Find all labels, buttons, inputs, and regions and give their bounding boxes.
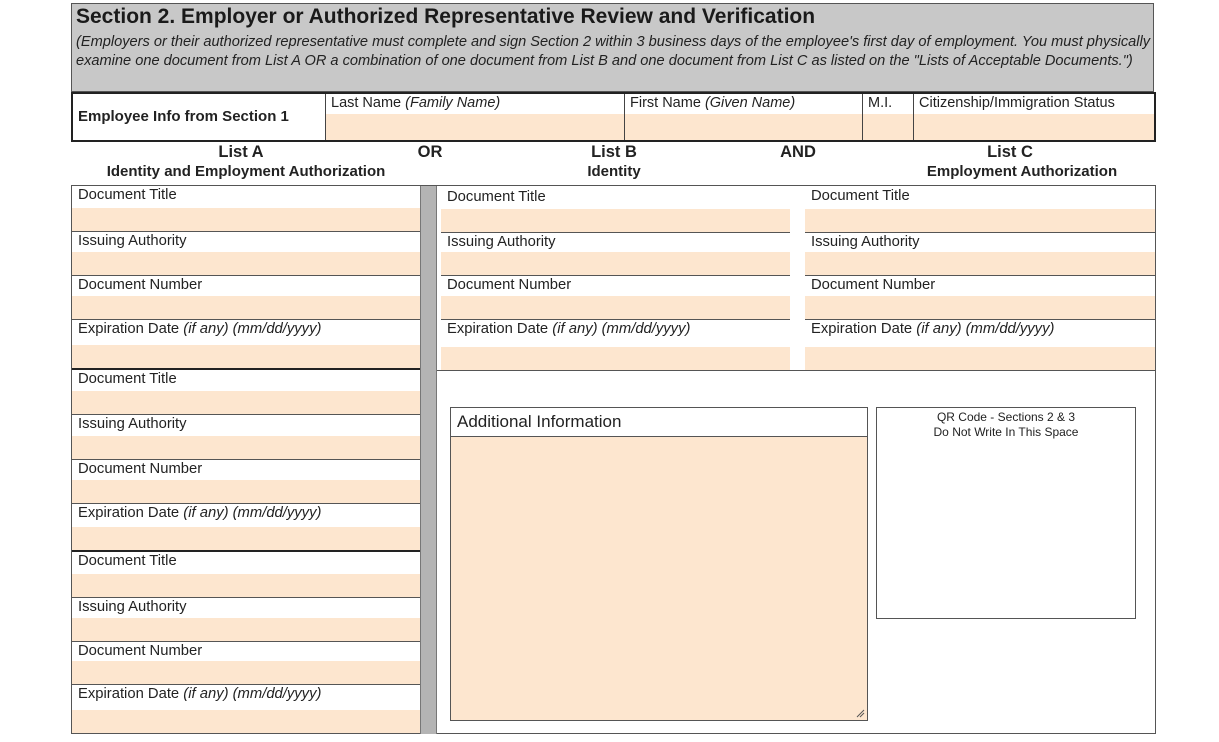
list-a1-document-number: [72, 276, 420, 320]
first-name-cell: [624, 94, 862, 140]
text-field[interactable]: [72, 252, 420, 275]
list-c-expiration-date: [805, 320, 1155, 370]
qr-label-line2: Do Not Write In This Space: [933, 425, 1079, 439]
last-name-cell: [325, 94, 624, 140]
text-field[interactable]: [72, 527, 420, 550]
text-field[interactable]: [72, 296, 420, 319]
list-b-subtitle: Identity: [587, 163, 641, 180]
mi-field[interactable]: [863, 114, 913, 140]
text-field[interactable]: [72, 391, 420, 414]
text-field[interactable]: [72, 574, 420, 597]
list-c-document-title: [805, 187, 1155, 233]
field-label: Document Title: [447, 189, 546, 205]
status-cell: [913, 94, 1154, 140]
additional-info-box: [450, 407, 868, 721]
text-field[interactable]: [805, 252, 1155, 275]
list-a3-expiration-date: [72, 685, 420, 733]
status-label: Citizenship/Immigration Status: [919, 95, 1115, 111]
mi-label: M.I.: [868, 95, 893, 111]
or-label: OR: [417, 143, 443, 161]
text-field[interactable]: [72, 208, 420, 231]
text-field[interactable]: [72, 618, 420, 641]
field-label: Issuing Authority: [78, 599, 187, 615]
text-field[interactable]: [72, 436, 420, 459]
field-label: Expiration Date (if any) (mm/dd/yyyy): [78, 686, 322, 702]
text-field[interactable]: [441, 347, 790, 370]
list-a3-document-number: [72, 642, 420, 685]
field-label: Issuing Authority: [811, 234, 920, 250]
text-field[interactable]: [805, 209, 1155, 232]
text-field[interactable]: [72, 710, 420, 733]
list-b-title: List B: [591, 143, 637, 161]
mi-cell: [862, 94, 913, 140]
list-a2-document-title: [72, 370, 420, 415]
list-a1-document-title: [72, 186, 420, 232]
list-b-expiration-date: [441, 320, 790, 370]
first-name-label: First Name (Given Name): [630, 95, 796, 111]
section-header: [71, 3, 1154, 92]
list-b-issuing-authority: [441, 233, 790, 276]
field-label: Issuing Authority: [78, 416, 187, 432]
and-label: AND: [780, 143, 816, 161]
list-c-issuing-authority: [805, 233, 1155, 276]
list-a3-issuing-authority: [72, 598, 420, 642]
employee-info-label: Employee Info from Section 1: [78, 108, 289, 125]
section-title: Section 2. Employer or Authorized Representative Review and Verification: [76, 5, 816, 28]
additional-info-textarea[interactable]: [451, 436, 867, 720]
status-field[interactable]: [914, 114, 1154, 140]
text-field[interactable]: [72, 480, 420, 503]
list-c-title: List C: [987, 143, 1033, 161]
field-label: Document Number: [78, 461, 203, 477]
additional-info-label: Additional Information: [457, 412, 622, 431]
field-label: Issuing Authority: [447, 234, 556, 250]
list-a-subtitle: Identity and Employment Authorization: [106, 163, 386, 180]
field-label: Expiration Date (if any) (mm/dd/yyyy): [78, 505, 322, 521]
first-name-field[interactable]: [625, 114, 862, 140]
resize-handle-icon[interactable]: [855, 708, 865, 718]
text-field[interactable]: [441, 209, 790, 232]
text-field[interactable]: [805, 347, 1155, 370]
list-a1-issuing-authority: [72, 232, 420, 276]
employee-info-row: [71, 92, 1156, 142]
list-divider: [420, 186, 437, 734]
list-a2-expiration-date: [72, 504, 420, 552]
field-label: Document Number: [78, 643, 203, 659]
list-b-document-title: [441, 188, 790, 233]
field-label: Document Number: [811, 277, 936, 293]
field-label: Expiration Date (if any) (mm/dd/yyyy): [78, 321, 322, 337]
list-b-document-number: [441, 276, 790, 320]
text-field[interactable]: [72, 345, 420, 368]
field-label: Expiration Date (if any) (mm/dd/yyyy): [447, 321, 691, 337]
qr-code-box: [876, 407, 1136, 619]
list-a3-document-title: [72, 552, 420, 598]
field-label: Document Title: [78, 553, 177, 569]
section-instructions: (Employers or their authorized representative must complete and sign Section 2 within 3 business days of the employee's first day of employment. You must physically examine one document from List A OR a combination of one document from List B and one document from List C as listed on the "Lists of Acceptable Documents."): [76, 34, 1151, 69]
field-label: Document Number: [447, 277, 572, 293]
text-field[interactable]: [805, 296, 1155, 319]
field-label: Expiration Date (if any) (mm/dd/yyyy): [811, 321, 1055, 337]
text-field[interactable]: [72, 661, 420, 684]
last-name-field[interactable]: [326, 114, 624, 140]
list-a-title: List A: [218, 143, 264, 161]
field-label: Issuing Authority: [78, 233, 187, 249]
list-c-subtitle: Employment Authorization: [926, 163, 1118, 180]
list-a2-issuing-authority: [72, 415, 420, 460]
field-label: Document Number: [78, 277, 203, 293]
text-field[interactable]: [441, 296, 790, 319]
field-label: Document Title: [78, 371, 177, 387]
field-label: Document Title: [811, 188, 910, 204]
list-a2-document-number: [72, 460, 420, 504]
field-label: Document Title: [78, 187, 177, 203]
last-name-label: Last Name (Family Name): [331, 95, 501, 111]
text-field[interactable]: [441, 252, 790, 275]
qr-label-line1: QR Code - Sections 2 & 3: [936, 410, 1076, 424]
section-separator: [437, 370, 1155, 371]
list-c-document-number: [805, 276, 1155, 320]
list-a1-expiration-date: [72, 320, 420, 370]
